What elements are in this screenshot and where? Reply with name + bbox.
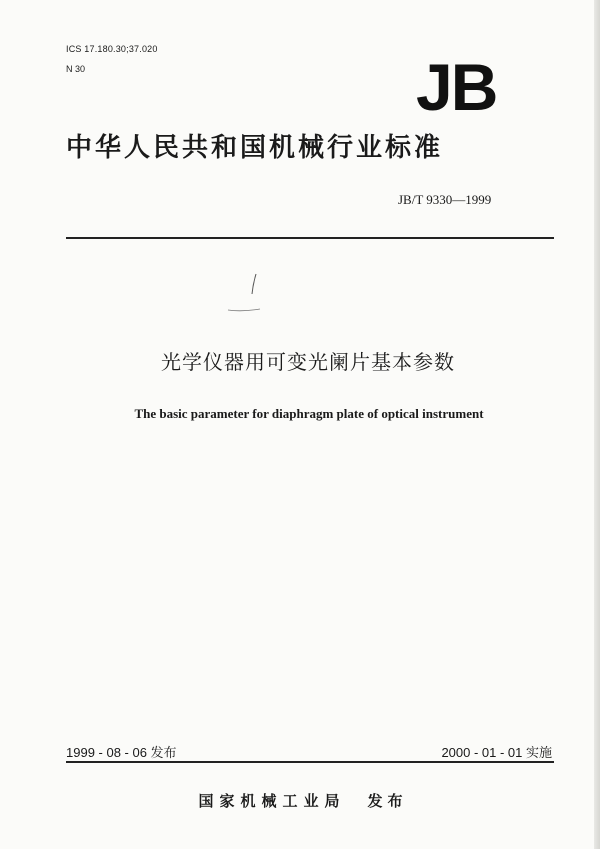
- pen-mark: [226, 270, 266, 316]
- issue-date: 1999 - 08 - 06 发布: [66, 745, 177, 760]
- standard-title: 中华人民共和国机械行业标准: [66, 133, 444, 163]
- issuer-name: 国家机械工业局: [198, 792, 346, 810]
- document-title-en: The basic parameter for diaphragm plate of optical instrument: [134, 406, 484, 421]
- issuer-line: [0, 790, 600, 811]
- implement-date: 2000 - 01 - 01 实施: [441, 745, 552, 760]
- jb-logo: JB: [416, 50, 497, 124]
- scan-edge: [594, 0, 600, 849]
- issuer-action: 发布: [367, 792, 408, 810]
- bottom-divider: [66, 761, 554, 763]
- document-title-cn: 光学仪器用可变光阑片基本参数: [161, 350, 455, 374]
- top-divider: [66, 237, 554, 239]
- standard-code: JB/T 9330—1999: [398, 192, 492, 207]
- n-code: N 30: [66, 64, 86, 74]
- ics-code: ICS 17.180.30;37.020: [66, 44, 158, 54]
